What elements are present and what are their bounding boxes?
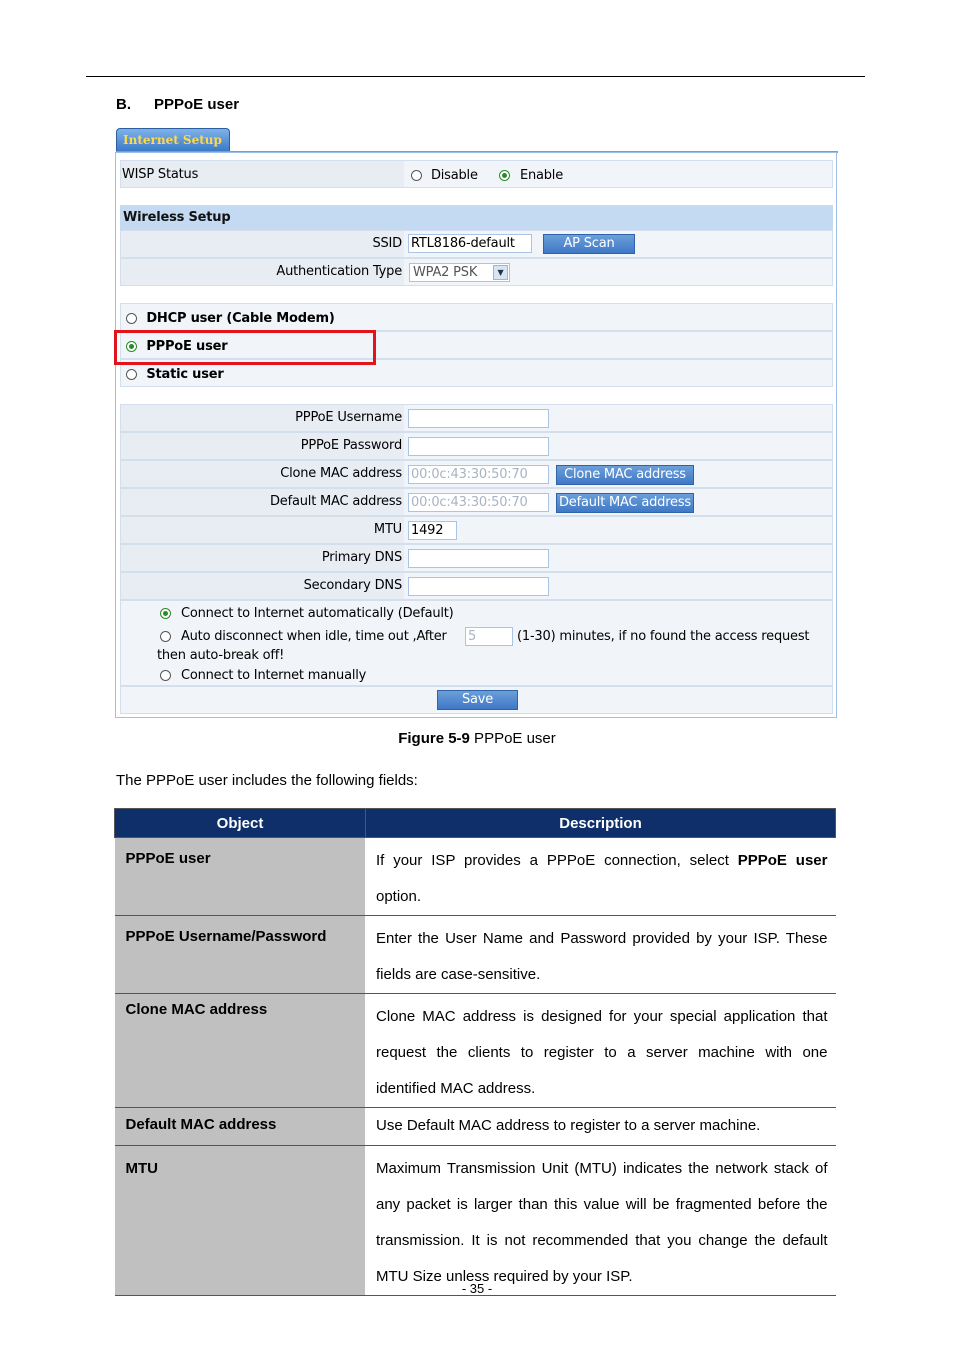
table-row: [115, 994, 836, 1108]
secondary-dns-label: Secondary DNS: [121, 573, 404, 599]
connect-idle-radio[interactable]: [160, 631, 171, 642]
table-cell-description: Clone MAC address is designed for your special application that request the clients to register to a server machine with one identified MAC address.: [366, 994, 836, 1108]
ap-scan-button[interactable]: AP Scan: [543, 234, 635, 254]
clone-mac-input[interactable]: 00:0c:43:30:50:70: [408, 465, 549, 484]
wisp-disable-label: Disable: [430, 168, 478, 183]
password-input[interactable]: [408, 437, 549, 456]
auth-select[interactable]: [409, 263, 510, 282]
section-number: B.: [116, 96, 131, 113]
mtu-input[interactable]: 1492: [408, 521, 457, 540]
fields-table: [114, 808, 836, 1296]
figure-number: Figure 5-9: [398, 730, 470, 747]
wisp-enable-label: Enable: [519, 168, 564, 183]
password-label: PPPoE Password: [121, 433, 404, 459]
mode-pppoe-label: PPPoE user: [146, 339, 228, 354]
figure-caption: [0, 730, 954, 747]
table-cell-description: [366, 838, 836, 916]
clone-mac-button[interactable]: Clone MAC address: [556, 465, 694, 485]
chevron-down-icon[interactable]: ▼: [493, 265, 508, 280]
auth-select-value: WPA2 PSK: [413, 265, 478, 280]
idle-timeout-suffix: (1-30) minutes, if no found the access request: [517, 629, 810, 644]
section-heading: [116, 96, 239, 113]
mtu-label: MTU: [121, 517, 404, 543]
table-row: [115, 838, 836, 916]
idle-timeout-input[interactable]: 5: [465, 627, 513, 646]
header-description: Description: [366, 809, 836, 838]
desc-bold: PPPoE user: [737, 852, 828, 869]
table-cell-description: Use Default MAC address to register to a server machine.: [366, 1108, 836, 1146]
connect-auto-radio[interactable]: [160, 608, 171, 619]
primary-dns-input[interactable]: [408, 549, 549, 568]
save-button[interactable]: Save: [437, 690, 518, 710]
wisp-label: WISP Status: [121, 161, 404, 187]
header-object: Object: [115, 809, 366, 838]
intro-text: The PPPoE user includes the following fields:: [116, 772, 418, 789]
table-row: [115, 1146, 836, 1296]
ssid-label: SSID: [121, 231, 404, 257]
connect-manual-radio[interactable]: [160, 670, 171, 681]
table-row: [115, 1108, 836, 1146]
wisp-disable-radio[interactable]: [411, 170, 422, 181]
mode-dhcp-radio[interactable]: [126, 313, 137, 324]
wireless-setup-heading: Wireless Setup: [120, 205, 833, 230]
table-header-row: [115, 809, 836, 838]
table-cell-object: PPPoE user: [115, 838, 366, 916]
header-rule: [86, 76, 865, 77]
table-cell-object: Clone MAC address: [115, 994, 366, 1108]
mode-static-option[interactable]: [126, 365, 224, 385]
section-title: PPPoE user: [154, 96, 240, 113]
wisp-enable-option[interactable]: [499, 166, 563, 186]
secondary-dns-input[interactable]: [408, 577, 549, 596]
highlight-box: [114, 330, 376, 365]
page-number: - 35 -: [461, 1281, 493, 1296]
wisp-enable-radio[interactable]: [499, 170, 510, 181]
desc-text-end: option.: [376, 888, 422, 905]
default-mac-input[interactable]: 00:0c:43:30:50:70: [408, 493, 549, 512]
primary-dns-label: Primary DNS: [121, 545, 404, 571]
default-mac-button[interactable]: Default MAC address: [556, 493, 694, 513]
mode-dhcp-option[interactable]: [126, 309, 335, 329]
ssid-input[interactable]: RTL8186-default: [408, 234, 532, 253]
connect-auto-label: Connect to Internet automatically (Default): [180, 606, 454, 621]
desc-text: If your ISP provides a PPPoE connection, select: [376, 852, 738, 869]
table-cell-description: Enter the User Name and Password provided by your ISP. These fields are case-sensitive.: [366, 916, 836, 994]
mode-static-label: Static user: [146, 367, 224, 382]
mode-dhcp-label: DHCP user (Cable Modem): [146, 311, 335, 326]
idle-timeout-line2: then auto-break off!: [157, 648, 285, 663]
connect-idle-label: Auto disconnect when idle, time out ,After: [180, 629, 447, 644]
default-mac-label: Default MAC address: [121, 489, 404, 515]
figure-title: PPPoE user: [469, 730, 556, 747]
table-cell-object: MTU: [115, 1146, 366, 1296]
table-cell-object: PPPoE Username/Password: [115, 916, 366, 994]
clone-mac-label: Clone MAC address: [121, 461, 404, 487]
connect-auto-option[interactable]: [160, 604, 454, 624]
table-cell-description: Maximum Transmission Unit (MTU) indicates the network stack of any packet is larger than this value will be fragmented before the transmission. It is not recommended that you change the default MTU Size unless required by your ISP.: [366, 1146, 836, 1296]
table-cell-object: Default MAC address: [115, 1108, 366, 1146]
auth-label: Authentication Type: [121, 259, 404, 285]
table-row: [115, 916, 836, 994]
mode-static-radio[interactable]: [126, 369, 137, 380]
wisp-disable-option[interactable]: [411, 166, 478, 186]
connect-manual-label: Connect to Internet manually: [180, 668, 367, 683]
username-input[interactable]: [408, 409, 549, 428]
tab-internet-setup[interactable]: Internet Setup: [116, 128, 230, 151]
username-label: PPPoE Username: [121, 405, 404, 431]
connect-idle-option[interactable]: [160, 627, 447, 647]
connect-manual-option[interactable]: [160, 666, 366, 686]
